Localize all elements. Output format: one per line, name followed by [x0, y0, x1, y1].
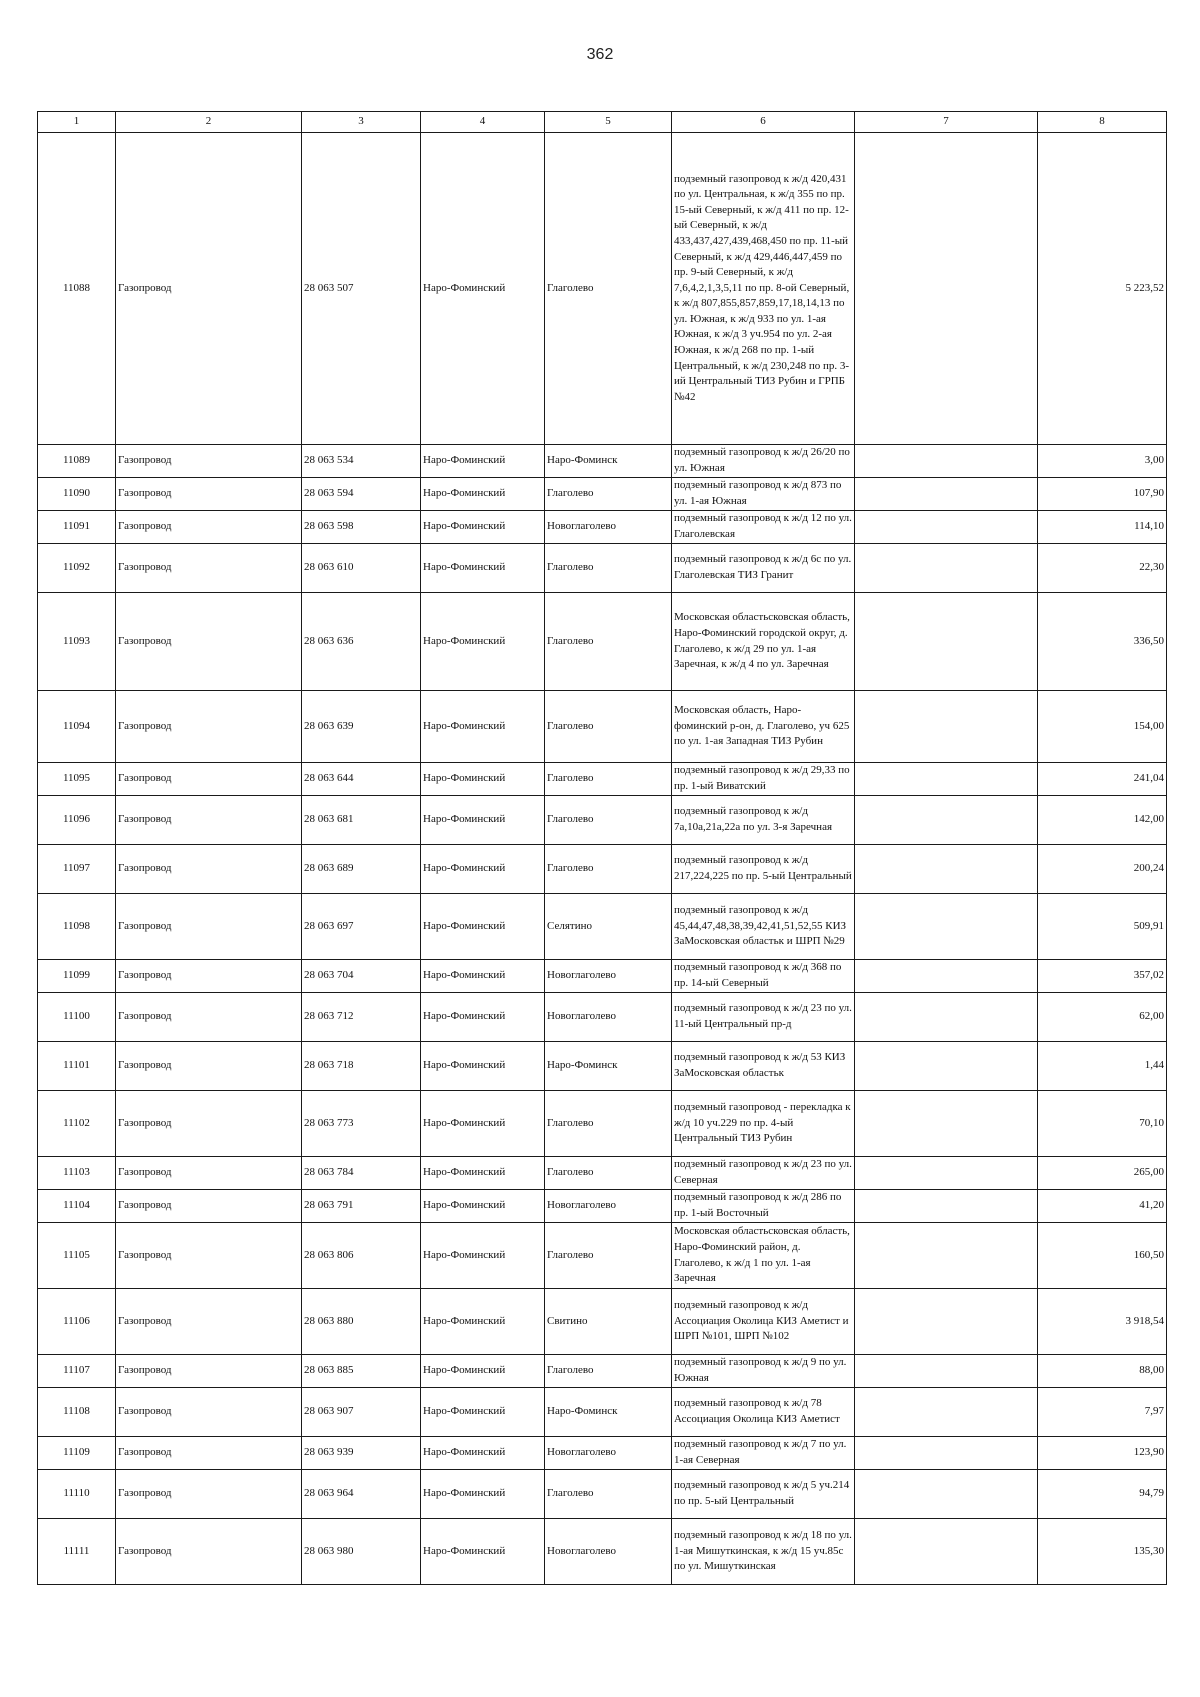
- object-name: Газопровод: [116, 1519, 302, 1585]
- row-number: 11093: [38, 593, 116, 691]
- object-code: 28 063 907: [302, 1388, 421, 1437]
- row-number: 11110: [38, 1470, 116, 1519]
- table-row: [38, 1470, 1167, 1519]
- table-row: [38, 1437, 1167, 1470]
- object-code: 28 063 598: [302, 511, 421, 544]
- table-row: [38, 1157, 1167, 1190]
- column-7-cell: [855, 894, 1038, 960]
- object-description: подземный газопровод к ж/д 286 по пр. 1-ый Восточный: [672, 1190, 855, 1223]
- district-name: Наро-Фоминский: [421, 1091, 545, 1157]
- column-header-3: 3: [302, 112, 421, 133]
- object-code: 28 063 791: [302, 1190, 421, 1223]
- table-row: [38, 1519, 1167, 1585]
- object-description: подземный газопровод к ж/д Ассоциация Околица КИЗ Аметист и ШРП №101, ШРП №102: [672, 1289, 855, 1355]
- district-name: Наро-Фоминский: [421, 1519, 545, 1585]
- column-7-cell: [855, 1519, 1038, 1585]
- table-row: [38, 593, 1167, 691]
- column-7-cell: [855, 1190, 1038, 1223]
- table-row: [38, 133, 1167, 445]
- object-name: Газопровод: [116, 960, 302, 993]
- length-value: 107,90: [1038, 478, 1167, 511]
- table-row: [38, 1190, 1167, 1223]
- object-name: Газопровод: [116, 1223, 302, 1289]
- settlement-name: Новоглаголево: [545, 960, 672, 993]
- object-description: Московская областьсковская область, Наро-Фоминский городской округ, д. Глаголево, к ж/д 29 по ул. 1-ая Заречная, к ж/д 4 по ул. Заречная: [672, 593, 855, 691]
- table-row: [38, 796, 1167, 845]
- row-number: 11094: [38, 691, 116, 763]
- district-name: Наро-Фоминский: [421, 544, 545, 593]
- column-7-cell: [855, 960, 1038, 993]
- row-number: 11103: [38, 1157, 116, 1190]
- object-description: подземный газопровод к ж/д 368 по пр. 14-ый Северный: [672, 960, 855, 993]
- object-name: Газопровод: [116, 1042, 302, 1091]
- row-number: 11101: [38, 1042, 116, 1091]
- length-value: 5 223,52: [1038, 133, 1167, 445]
- object-code: 28 063 806: [302, 1223, 421, 1289]
- length-value: 70,10: [1038, 1091, 1167, 1157]
- settlement-name: Селятино: [545, 894, 672, 960]
- column-7-cell: [855, 133, 1038, 445]
- table-row: [38, 445, 1167, 478]
- length-value: 160,50: [1038, 1223, 1167, 1289]
- table-row: [38, 691, 1167, 763]
- length-value: 114,10: [1038, 511, 1167, 544]
- district-name: Наро-Фоминский: [421, 894, 545, 960]
- row-number: 11108: [38, 1388, 116, 1437]
- object-name: Газопровод: [116, 1091, 302, 1157]
- length-value: 123,90: [1038, 1437, 1167, 1470]
- object-code: 28 063 885: [302, 1355, 421, 1388]
- table-row: [38, 763, 1167, 796]
- table-row: [38, 544, 1167, 593]
- object-code: 28 063 704: [302, 960, 421, 993]
- column-7-cell: [855, 478, 1038, 511]
- object-name: Газопровод: [116, 894, 302, 960]
- column-7-cell: [855, 1042, 1038, 1091]
- length-value: 62,00: [1038, 993, 1167, 1042]
- column-header-8: 8: [1038, 112, 1167, 133]
- row-number: 11092: [38, 544, 116, 593]
- length-value: 1,44: [1038, 1042, 1167, 1091]
- row-number: 11089: [38, 445, 116, 478]
- registry-table: [37, 111, 1167, 1585]
- row-number: 11100: [38, 993, 116, 1042]
- settlement-name: Глаголево: [545, 845, 672, 894]
- length-value: 265,00: [1038, 1157, 1167, 1190]
- object-description: Московская область, Наро-фоминский р-он, д. Глаголево, уч 625 по ул. 1-ая Западная ТИЗ Рубин: [672, 691, 855, 763]
- object-description: подземный газопровод к ж/д 23 по ул. Северная: [672, 1157, 855, 1190]
- column-7-cell: [855, 1470, 1038, 1519]
- row-number: 11088: [38, 133, 116, 445]
- column-7-cell: [855, 1437, 1038, 1470]
- object-name: Газопровод: [116, 845, 302, 894]
- district-name: Наро-Фоминский: [421, 1042, 545, 1091]
- object-code: 28 063 712: [302, 993, 421, 1042]
- object-description: подземный газопровод к ж/д 6с по ул. Глаголевская ТИЗ Гранит: [672, 544, 855, 593]
- object-code: 28 063 697: [302, 894, 421, 960]
- table-row: [38, 1091, 1167, 1157]
- settlement-name: Глаголево: [545, 1223, 672, 1289]
- object-description: подземный газопровод к ж/д 9 по ул. Южная: [672, 1355, 855, 1388]
- object-name: Газопровод: [116, 796, 302, 845]
- object-code: 28 063 636: [302, 593, 421, 691]
- length-value: 135,30: [1038, 1519, 1167, 1585]
- object-description: подземный газопровод к ж/д 29,33 по пр. 1-ый Виватский: [672, 763, 855, 796]
- object-name: Газопровод: [116, 1388, 302, 1437]
- settlement-name: Глаголево: [545, 478, 672, 511]
- settlement-name: Свитино: [545, 1289, 672, 1355]
- length-value: 3,00: [1038, 445, 1167, 478]
- column-7-cell: [855, 1157, 1038, 1190]
- length-value: 241,04: [1038, 763, 1167, 796]
- object-name: Газопровод: [116, 511, 302, 544]
- settlement-name: Глаголево: [545, 544, 672, 593]
- column-7-cell: [855, 1289, 1038, 1355]
- settlement-name: Глаголево: [545, 593, 672, 691]
- column-7-cell: [855, 845, 1038, 894]
- length-value: 336,50: [1038, 593, 1167, 691]
- column-7-cell: [855, 1388, 1038, 1437]
- object-description: подземный газопровод к ж/д 7а,10а,21а,22а по ул. 3-я Заречная: [672, 796, 855, 845]
- column-7-cell: [855, 593, 1038, 691]
- object-code: 28 063 718: [302, 1042, 421, 1091]
- settlement-name: Глаголево: [545, 1091, 672, 1157]
- object-name: Газопровод: [116, 544, 302, 593]
- district-name: Наро-Фоминский: [421, 1437, 545, 1470]
- object-name: Газопровод: [116, 478, 302, 511]
- column-7-cell: [855, 691, 1038, 763]
- settlement-name: Наро-Фоминск: [545, 1042, 672, 1091]
- object-code: 28 063 784: [302, 1157, 421, 1190]
- object-name: Газопровод: [116, 1190, 302, 1223]
- column-7-cell: [855, 796, 1038, 845]
- district-name: Наро-Фоминский: [421, 1470, 545, 1519]
- object-description: подземный газопровод к ж/д 53 КИЗ ЗаМосковская областьк: [672, 1042, 855, 1091]
- column-7-cell: [855, 544, 1038, 593]
- row-number: 11099: [38, 960, 116, 993]
- object-name: Газопровод: [116, 1289, 302, 1355]
- column-header-1: 1: [38, 112, 116, 133]
- object-code: 28 063 644: [302, 763, 421, 796]
- district-name: Наро-Фоминский: [421, 1157, 545, 1190]
- row-number: 11090: [38, 478, 116, 511]
- object-description: подземный газопровод к ж/д 12 по ул. Глаголевская: [672, 511, 855, 544]
- length-value: 3 918,54: [1038, 1289, 1167, 1355]
- object-description: Московская областьсковская область, Наро-Фоминский район, д. Глаголево, к ж/д 1 по ул. 1-ая Заречная: [672, 1223, 855, 1289]
- length-value: 142,00: [1038, 796, 1167, 845]
- row-number: 11104: [38, 1190, 116, 1223]
- object-name: Газопровод: [116, 993, 302, 1042]
- row-number: 11107: [38, 1355, 116, 1388]
- settlement-name: Наро-Фоминск: [545, 1388, 672, 1437]
- length-value: 94,79: [1038, 1470, 1167, 1519]
- object-code: 28 063 773: [302, 1091, 421, 1157]
- settlement-name: Глаголево: [545, 1157, 672, 1190]
- object-name: Газопровод: [116, 133, 302, 445]
- district-name: Наро-Фоминский: [421, 845, 545, 894]
- object-code: 28 063 507: [302, 133, 421, 445]
- object-code: 28 063 639: [302, 691, 421, 763]
- length-value: 88,00: [1038, 1355, 1167, 1388]
- object-code: 28 063 594: [302, 478, 421, 511]
- column-7-cell: [855, 993, 1038, 1042]
- object-name: Газопровод: [116, 1157, 302, 1190]
- length-value: 509,91: [1038, 894, 1167, 960]
- column-7-cell: [855, 1355, 1038, 1388]
- district-name: Наро-Фоминский: [421, 511, 545, 544]
- object-name: Газопровод: [116, 1355, 302, 1388]
- table-row: [38, 845, 1167, 894]
- object-description: подземный газопровод к ж/д 5 уч.214 по пр. 5-ый Центральный: [672, 1470, 855, 1519]
- column-header-6: 6: [672, 112, 855, 133]
- row-number: 11111: [38, 1519, 116, 1585]
- column-7-cell: [855, 511, 1038, 544]
- row-number: 11091: [38, 511, 116, 544]
- settlement-name: Глаголево: [545, 133, 672, 445]
- row-number: 11098: [38, 894, 116, 960]
- length-value: 200,24: [1038, 845, 1167, 894]
- object-description: подземный газопровод к ж/д 26/20 по ул. Южная: [672, 445, 855, 478]
- object-code: 28 063 610: [302, 544, 421, 593]
- district-name: Наро-Фоминский: [421, 993, 545, 1042]
- row-number: 11106: [38, 1289, 116, 1355]
- district-name: Наро-Фоминский: [421, 1190, 545, 1223]
- settlement-name: Глаголево: [545, 1355, 672, 1388]
- district-name: Наро-Фоминский: [421, 960, 545, 993]
- object-code: 28 063 689: [302, 845, 421, 894]
- settlement-name: Новоглаголево: [545, 511, 672, 544]
- length-value: 154,00: [1038, 691, 1167, 763]
- column-7-cell: [855, 445, 1038, 478]
- length-value: 7,97: [1038, 1388, 1167, 1437]
- object-description: подземный газопровод к ж/д 23 по ул. 11-ый Центральный пр-д: [672, 993, 855, 1042]
- object-name: Газопровод: [116, 763, 302, 796]
- object-description: подземный газопровод к ж/д 7 по ул. 1-ая Северная: [672, 1437, 855, 1470]
- object-code: 28 063 880: [302, 1289, 421, 1355]
- settlement-name: Глаголево: [545, 1470, 672, 1519]
- object-code: 28 063 681: [302, 796, 421, 845]
- settlement-name: Наро-Фоминск: [545, 445, 672, 478]
- column-header-2: 2: [116, 112, 302, 133]
- object-description: подземный газопровод к ж/д 18 по ул. 1-ая Мишуткинская, к ж/д 15 уч.85с по ул. Мишуткинская: [672, 1519, 855, 1585]
- table-row: [38, 894, 1167, 960]
- object-name: Газопровод: [116, 593, 302, 691]
- length-value: 357,02: [1038, 960, 1167, 993]
- length-value: 22,30: [1038, 544, 1167, 593]
- column-7-cell: [855, 763, 1038, 796]
- settlement-name: Глаголево: [545, 796, 672, 845]
- district-name: Наро-Фоминский: [421, 1355, 545, 1388]
- district-name: Наро-Фоминский: [421, 1388, 545, 1437]
- settlement-name: Новоглаголево: [545, 1437, 672, 1470]
- row-number: 11095: [38, 763, 116, 796]
- header-row: [38, 112, 1167, 133]
- object-code: 28 063 980: [302, 1519, 421, 1585]
- settlement-name: Новоглаголево: [545, 1190, 672, 1223]
- table-row: [38, 1042, 1167, 1091]
- row-number: 11109: [38, 1437, 116, 1470]
- object-code: 28 063 964: [302, 1470, 421, 1519]
- table-row: [38, 1289, 1167, 1355]
- object-code: 28 063 939: [302, 1437, 421, 1470]
- table-row: [38, 1388, 1167, 1437]
- district-name: Наро-Фоминский: [421, 593, 545, 691]
- column-header-7: 7: [855, 112, 1038, 133]
- table-row: [38, 1223, 1167, 1289]
- district-name: Наро-Фоминский: [421, 763, 545, 796]
- object-name: Газопровод: [116, 691, 302, 763]
- row-number: 11105: [38, 1223, 116, 1289]
- settlement-name: Новоглаголево: [545, 993, 672, 1042]
- table-row: [38, 960, 1167, 993]
- table-row: [38, 511, 1167, 544]
- district-name: Наро-Фоминский: [421, 478, 545, 511]
- column-header-4: 4: [421, 112, 545, 133]
- district-name: Наро-Фоминский: [421, 796, 545, 845]
- column-header-5: 5: [545, 112, 672, 133]
- district-name: Наро-Фоминский: [421, 1223, 545, 1289]
- row-number: 11096: [38, 796, 116, 845]
- object-name: Газопровод: [116, 1437, 302, 1470]
- settlement-name: Новоглаголево: [545, 1519, 672, 1585]
- object-description: подземный газопровод к ж/д 45,44,47,48,38,39,42,41,51,52,55 КИЗ ЗаМосковская областьк и ШРП №29: [672, 894, 855, 960]
- object-description: подземный газопровод к ж/д 78 Ассоциация Околица КИЗ Аметист: [672, 1388, 855, 1437]
- column-7-cell: [855, 1091, 1038, 1157]
- row-number: 11097: [38, 845, 116, 894]
- table-row: [38, 478, 1167, 511]
- district-name: Наро-Фоминский: [421, 445, 545, 478]
- settlement-name: Глаголево: [545, 763, 672, 796]
- district-name: Наро-Фоминский: [421, 1289, 545, 1355]
- object-description: подземный газопровод к ж/д 873 по ул. 1-ая Южная: [672, 478, 855, 511]
- object-description: подземный газопровод к ж/д 217,224,225 по пр. 5-ый Центральный: [672, 845, 855, 894]
- object-description: подземный газопровод - перекладка к ж/д 10 уч.229 по пр. 4-ый Центральный ТИЗ Рубин: [672, 1091, 855, 1157]
- object-code: 28 063 534: [302, 445, 421, 478]
- length-value: 41,20: [1038, 1190, 1167, 1223]
- table-row: [38, 1355, 1167, 1388]
- district-name: Наро-Фоминский: [421, 691, 545, 763]
- settlement-name: Глаголево: [545, 691, 672, 763]
- table-body: [38, 133, 1167, 1585]
- table-row: [38, 993, 1167, 1042]
- object-description: подземный газопровод к ж/д 420,431 по ул. Центральная, к ж/д 355 по пр. 15-ый Северный, к ж/д 411 по пр. 12-ый Северный, к ж/д 433,437,427,439,468,450 по пр. 11-ый Северный, к ж/д 429,446,447,459 по пр. 9-ый Северный, к ж/д 7,6,4,2,1,3,5,11 по пр. 8-ой Северный, к ж/д 807,855,857,859,17,18,14,13 по ул. Южная, к ж/д 933 по ул. 1-ая Южная, к ж/д 3 уч.954 по ул. 2-ая Южная, к ж/д 268 по пр. 1-ый Центральный, к ж/д 230,248 по пр. 3-ий Центральный ТИЗ Рубин и ГРПБ №42: [672, 133, 855, 445]
- district-name: Наро-Фоминский: [421, 133, 545, 445]
- page-number: 362: [586, 46, 614, 63]
- object-name: Газопровод: [116, 445, 302, 478]
- column-7-cell: [855, 1223, 1038, 1289]
- object-name: Газопровод: [116, 1470, 302, 1519]
- row-number: 11102: [38, 1091, 116, 1157]
